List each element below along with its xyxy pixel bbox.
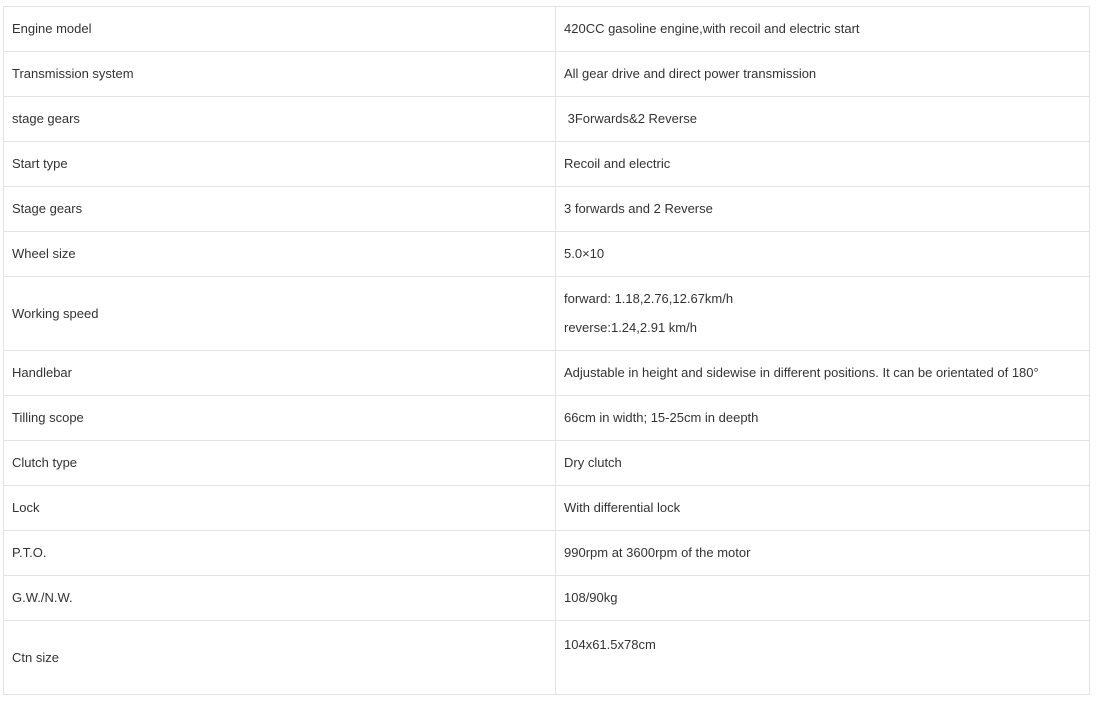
spec-value: 108/90kg	[556, 576, 1090, 621]
spec-row-lock	[4, 486, 1090, 531]
speed-forward-line: forward: 1.18,2.76,12.67km/h	[564, 291, 734, 306]
spec-value: Adjustable in height and sidewise in different positions. It can be orientated of 180°	[556, 351, 1090, 396]
speed-reverse-line: reverse:1.24,2.91 km/h	[564, 320, 697, 335]
spec-row-handlebar	[4, 351, 1090, 396]
spec-row-clutch-type	[4, 441, 1090, 486]
spec-row-tilling-scope	[4, 396, 1090, 441]
spec-label: Engine model	[4, 7, 556, 52]
spec-label: Wheel size	[4, 232, 556, 277]
spec-value: Dry clutch	[556, 441, 1090, 486]
spec-value: 990rpm at 3600rpm of the motor	[556, 531, 1090, 576]
spec-row-ctn-size	[4, 621, 1090, 695]
spec-table	[3, 6, 1090, 695]
spec-row-transmission-system	[4, 52, 1090, 97]
spec-label: Clutch type	[4, 441, 556, 486]
spec-value: All gear drive and direct power transmission	[556, 52, 1090, 97]
spec-row-gw-nw	[4, 576, 1090, 621]
spec-value: 3 forwards and 2 Reverse	[556, 187, 1090, 232]
spec-label: Working speed	[4, 277, 556, 351]
spec-label: stage gears	[4, 97, 556, 142]
spec-label: Tilling scope	[4, 396, 556, 441]
spec-label: G.W./N.W.	[4, 576, 556, 621]
spec-value: Recoil and electric	[556, 142, 1090, 187]
spec-label: Ctn size	[4, 621, 556, 695]
spec-value: With differential lock	[556, 486, 1090, 531]
spec-row-engine-model	[4, 7, 1090, 52]
spec-row-pto	[4, 531, 1090, 576]
spec-row-working-speed	[4, 277, 1090, 351]
spec-label: Lock	[4, 486, 556, 531]
spec-row-stage-gears	[4, 97, 1090, 142]
spec-value: 5.0×10	[556, 232, 1090, 277]
spec-label: Handlebar	[4, 351, 556, 396]
spec-label: Transmission system	[4, 52, 556, 97]
spec-row-stage-gears-2	[4, 187, 1090, 232]
spec-label: P.T.O.	[4, 531, 556, 576]
spec-value: 66cm in width; 15-25cm in deepth	[556, 396, 1090, 441]
spec-label: Stage gears	[4, 187, 556, 232]
spec-row-start-type	[4, 142, 1090, 187]
spec-value: 104x61.5x78cm	[556, 621, 1090, 695]
spec-value: 3Forwards&2 Reverse	[556, 97, 1090, 142]
spec-value-multiline	[556, 277, 1090, 351]
spec-value: 420CC gasoline engine,with recoil and electric start	[556, 7, 1090, 52]
spec-row-wheel-size	[4, 232, 1090, 277]
spec-label: Start type	[4, 142, 556, 187]
